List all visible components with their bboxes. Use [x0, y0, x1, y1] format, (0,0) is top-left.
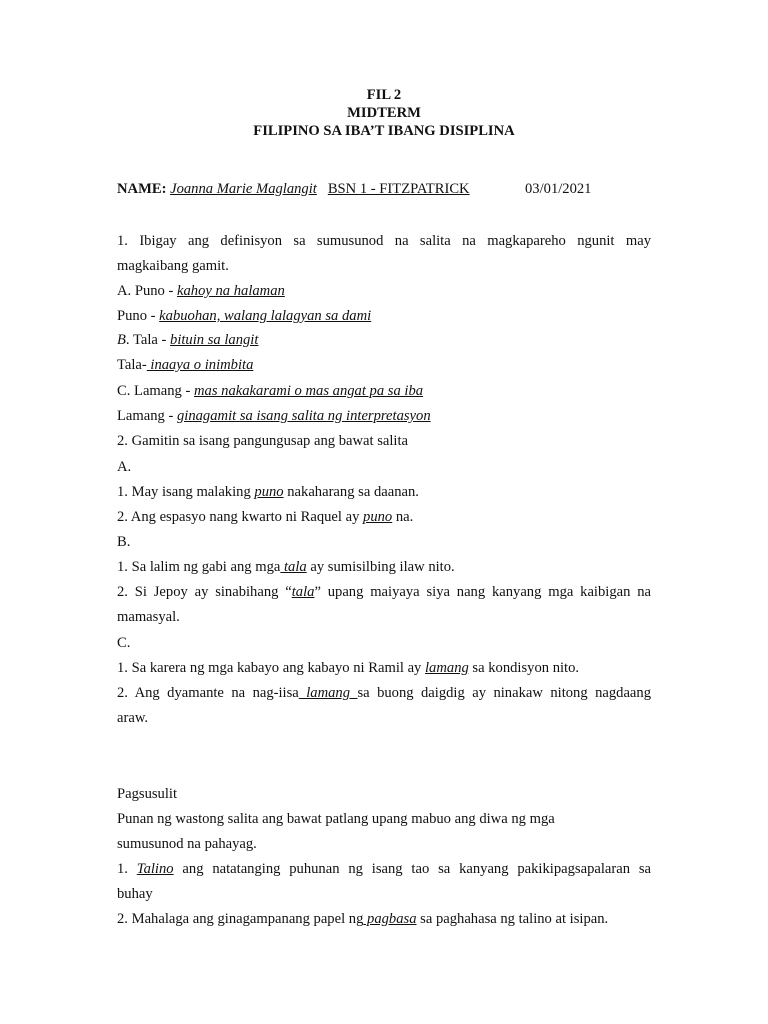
- section-a-label: A.: [117, 459, 132, 475]
- sentence-c1: [117, 659, 579, 677]
- sentence-a1-start: 1. May isang malaking: [117, 484, 255, 500]
- exam-date: 03/01/2021: [525, 181, 592, 197]
- answer-b2: [117, 356, 253, 374]
- sentence-b2-line-2: mamasyal.: [117, 609, 180, 625]
- sentence-b2: [117, 583, 651, 601]
- sentence-c1-word: lamang: [425, 660, 469, 676]
- answer-a2: [117, 307, 371, 325]
- answer-c1: [117, 382, 423, 400]
- sentence-a1-word: puno: [254, 484, 284, 500]
- answer-a1-label: A. Puno -: [117, 283, 177, 299]
- sentence-a1: [117, 483, 419, 501]
- sentence-b2-end: ” upang maiyaya siya nang kanyang mga kaibigan na: [314, 584, 652, 600]
- sentence-a2-start: 2. Ang espasyo nang kwarto ni Raquel ay: [117, 509, 364, 525]
- student-name: Joanna Marie Maglangit: [170, 181, 317, 197]
- question-1-line-1: 1. Ibigay ang definisyon sa sumusunod na salita na magkapareho ngunit may: [117, 233, 651, 249]
- sentence-b1-word: tala: [280, 559, 307, 575]
- sentence-c1-start: 1. Sa karera ng mga kabayo ang kabayo ni Ramil ay: [117, 660, 425, 676]
- quiz-item-1-word: Talino: [136, 861, 174, 877]
- answer-a1-text: kahoy na halaman: [177, 283, 285, 299]
- sentence-b2-start: 2. Si Jepoy ay sinabihang “: [117, 584, 292, 600]
- answer-c1-text: mas nakakarami o mas angat pa sa iba: [194, 383, 424, 399]
- sentence-c2-word: lamang: [298, 685, 358, 701]
- sentence-c2-line-2: araw.: [117, 710, 149, 726]
- course-code: FIL 2: [366, 87, 402, 103]
- answer-c2-text: ginagamit sa isang salita ng interpretasyon: [176, 408, 431, 424]
- sentence-a2: [117, 508, 413, 526]
- answer-c2: [117, 407, 431, 425]
- quiz-instruction-line-1: Punan ng wastong salita ang bawat patlang upang mabuo ang diwa ng mga: [117, 811, 555, 827]
- name-label: NAME:: [117, 181, 167, 197]
- sentence-b2-word: tala: [291, 584, 315, 600]
- sentence-a1-end: nakaharang sa daanan.: [283, 484, 419, 500]
- answer-b1-text: bituin sa langit: [170, 332, 259, 348]
- document-header: [0, 86, 768, 140]
- sentence-c2-start: 2. Ang dyamante na nag-iisa: [117, 685, 299, 701]
- quiz-item-2: [117, 910, 608, 928]
- sentence-a2-word: puno: [363, 509, 393, 525]
- quiz-instruction-line-2: sumusunod na pahayag.: [117, 836, 257, 852]
- answer-b2-text: inaaya o inimbita: [146, 357, 254, 373]
- sentence-b1: [117, 558, 455, 576]
- quiz-item-1-line-2: buhay: [117, 886, 153, 902]
- section-b-label: B.: [117, 534, 131, 550]
- answer-a2-text: kabuohan, walang lalagyan sa dami: [159, 308, 372, 324]
- sentence-b1-end: ay sumisilbing ilaw nito.: [306, 559, 455, 575]
- sentence-b1-start: 1. Sa lalim ng gabi ang mga: [117, 559, 281, 575]
- answer-b2-label: Tala-: [117, 357, 147, 373]
- quiz-item-1: [117, 860, 651, 878]
- answer-b1-label: . Tala -: [125, 332, 171, 348]
- answer-a1: [117, 282, 285, 300]
- student-info-line: [117, 180, 470, 198]
- question-2: 2. Gamitin sa isang pangungusap ang bawat salita: [117, 433, 408, 449]
- quiz-item-2-word: pagbasa: [363, 911, 417, 927]
- student-section: BSN 1 - FITZPATRICK: [327, 181, 470, 197]
- answer-c1-label: C. Lamang -: [117, 383, 195, 399]
- quiz-item-1-end: ang natatanging puhunan ng isang tao sa kanyang pakikipagsapalaran sa: [173, 861, 652, 877]
- answer-c2-label: Lamang -: [117, 408, 177, 424]
- quiz-item-2-end: sa paghahasa ng talino at isipan.: [416, 911, 609, 927]
- sentence-c2-end: sa buong daigdig ay ninakaw nitong nagdaang: [357, 685, 652, 701]
- sentence-c1-end: sa kondisyon nito.: [468, 660, 580, 676]
- quiz-title: Pagsusulit: [117, 786, 178, 802]
- quiz-item-2-start: 2. Mahalaga ang ginagampanang papel ng: [117, 911, 364, 927]
- subject-title: FILIPINO SA IBA’T IBANG DISIPLINA: [253, 123, 515, 139]
- sentence-c2: [117, 684, 651, 702]
- answer-b1: [117, 331, 258, 349]
- answer-a2-label: Puno -: [117, 308, 160, 324]
- question-1-line-2: magkaibang gamit.: [117, 258, 229, 274]
- quiz-item-1-number: 1.: [117, 861, 137, 877]
- section-c-label: C.: [117, 635, 131, 651]
- answer-b1-letter: B: [117, 332, 126, 348]
- sentence-a2-end: na.: [392, 509, 414, 525]
- exam-title: MIDTERM: [347, 105, 421, 121]
